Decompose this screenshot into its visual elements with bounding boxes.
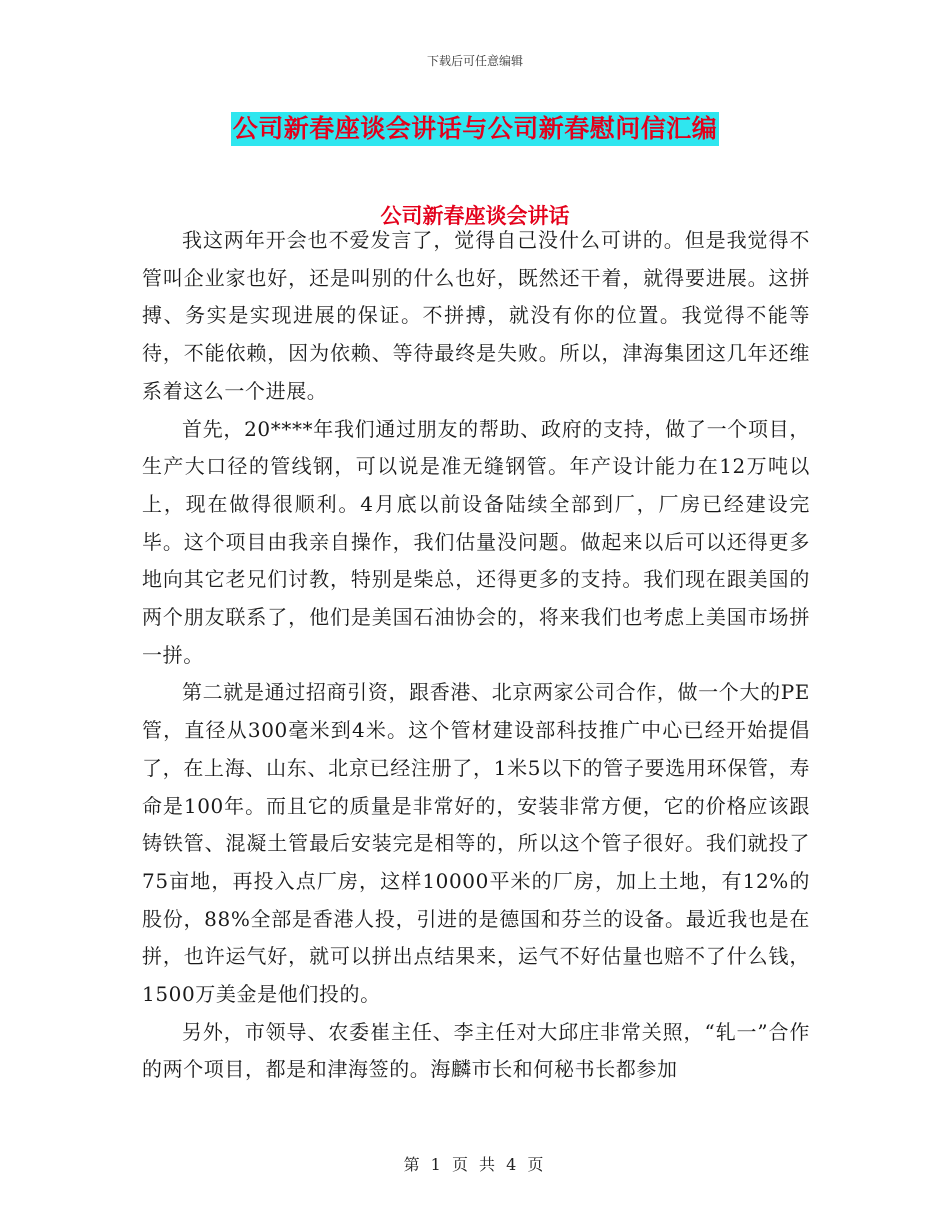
- section-title: 公司新春座谈会讲话: [380, 204, 570, 228]
- paragraph: 第二就是通过招商引资，跟香港、北京两家公司合作，做一个大的PE管，直径从300毫米到4米。这个管材建设部科技推广中心已经开始提倡了，在上海、山东、北京已经注册了，1米5以下的管子要选用环保管，寿命是100年。而且它的质量是非常好的，安装非常方便，它的价格应该跟铸铁管、混凝土管最后安装完是相等的，所以这个管子很好。我们就投了75亩地，再投入点厂房，这样10000平米的厂房，加上土地，有12%的股份，88%全部是香港人投，引进的是德国和芬兰的设备。最近我也是在拼，也许运气好，就可以拼出点结果来，运气不好估量也赔不了什么钱，1500万美金是他们投的。: [142, 680, 810, 1007]
- page-header-note: 下载后可任意编辑: [426, 54, 523, 68]
- paragraph: 另外，市领导、农委崔主任、李主任对大邱庄非常关照，“轧一”合作的两个项目，都是和津海签的。海麟市长和何秘书长都参加: [142, 1019, 810, 1082]
- main-title-container: [0, 112, 950, 146]
- paragraph: 首先，20****年我们通过朋友的帮助、政府的支持，做了一个项目，生产大口径的管线钢，可以说是准无缝钢管。年产设计能力在12万吨以上，现在做得很顺利。4月底以前设备陆续全部到厂，厂房已经建设完毕。这个项目由我亲自操作，我们估量没问题。做起来以后可以还得更多地向其它老兄们讨教，特别是柴总，还得更多的支持。我们现在跟美国的两个朋友联系了，他们是美国石油协会的，将来我们也考虑上美国市场拼一拼。: [142, 416, 810, 667]
- main-title: 公司新春座谈会讲话与公司新春慰问信汇编: [231, 112, 720, 146]
- page-footer: 第 1 页 共 4 页: [403, 1155, 547, 1174]
- document-body: [142, 222, 810, 1089]
- paragraph: 我这两年开会也不爱发言了，觉得自己没什么可讲的。但是我觉得不管叫企业家也好，还是叫别的什么也好，既然还干着，就得要进展。这拼搏、务实是实现进展的保证。不拼搏，就没有你的位置。我觉得不能等待，不能依赖，因为依赖、等待最终是失败。所以，津海集团这几年还维系着这么一个进展。: [142, 228, 810, 403]
